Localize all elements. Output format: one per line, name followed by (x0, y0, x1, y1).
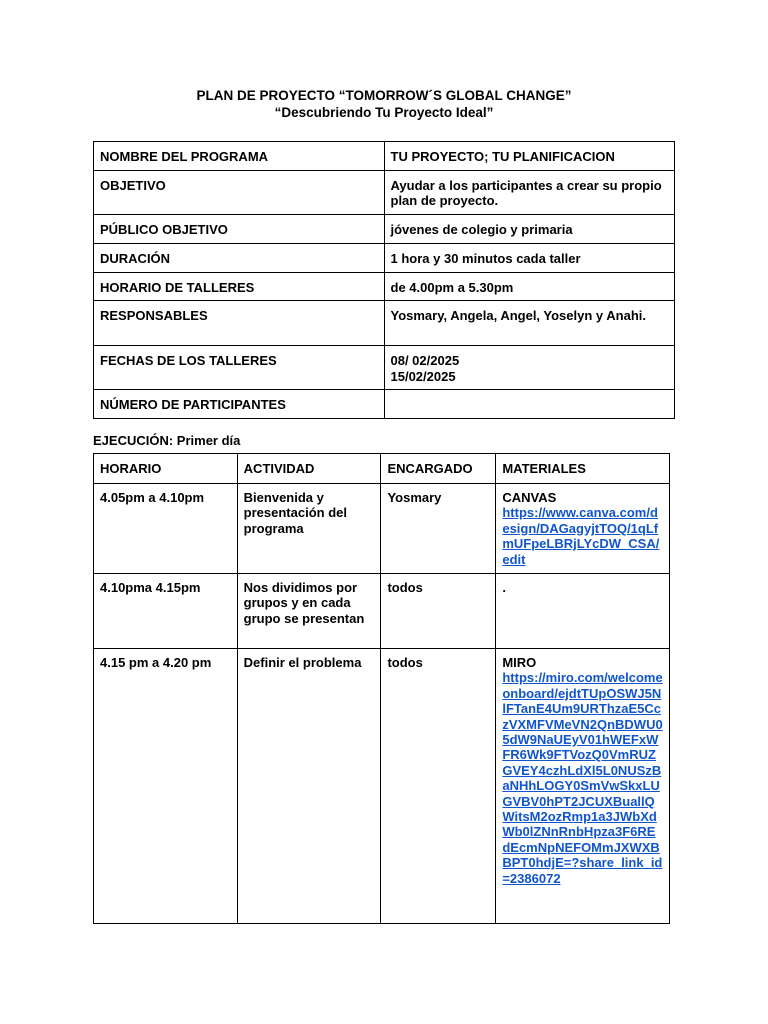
table-header-row (94, 454, 670, 484)
info-value: Yosmary, Angela, Angel, Yoselyn y Anahi. (384, 301, 675, 346)
cell-materiales (496, 484, 670, 574)
program-info-table (93, 141, 675, 419)
info-key: RESPONSABLES (94, 301, 385, 346)
table-row (94, 215, 675, 244)
info-value: Ayudar a los participantes a crear su propio plan de proyecto. (384, 171, 675, 215)
cell-actividad: Nos dividimos por grupos y en cada grupo se presentan (237, 574, 381, 649)
table-row (94, 142, 675, 171)
table-row (94, 273, 675, 301)
cell-actividad: Bienvenida y presentación del programa (237, 484, 381, 574)
info-value: TU PROYECTO; TU PLANIFICACION (384, 142, 675, 171)
table-row (94, 649, 670, 924)
info-key: OBJETIVO (94, 171, 385, 215)
material-name: . (502, 580, 506, 595)
cell-materiales (496, 649, 670, 924)
cell-encargado: todos (381, 649, 496, 924)
column-header: HORARIO (94, 454, 238, 484)
document-subtitle: “Descubriendo Tu Proyecto Ideal” (274, 105, 494, 120)
info-key: PÚBLICO OBJETIVO (94, 215, 385, 244)
info-key: HORARIO DE TALLERES (94, 273, 385, 301)
column-header: MATERIALES (496, 454, 670, 484)
date-line: 15/02/2025 (390, 368, 456, 384)
info-value (384, 390, 675, 418)
execution-table (93, 453, 670, 924)
section-label (93, 433, 240, 448)
date-line: 08/ 02/2025 (390, 353, 460, 369)
cell-horario: 4.15 pm a 4.20 pm (94, 649, 238, 924)
section-label-suffix: Primer día (173, 433, 241, 448)
material-link[interactable]: https://www.canva.com/design/DAGagyjtTOQ/1qLfmUFpeLBRjLYcDW_CSA/edit (502, 505, 660, 567)
table-row (94, 390, 675, 418)
material-name: CANVAS (502, 490, 557, 505)
info-key: DURACIÓN (94, 244, 385, 273)
column-header: ENCARGADO (381, 454, 496, 484)
table-row (94, 171, 675, 215)
cell-encargado: Yosmary (381, 484, 496, 574)
info-value: de 4.00pm a 5.30pm (384, 273, 675, 301)
document-title: PLAN DE PROYECTO “TOMORROW´S GLOBAL CHANGE” (196, 88, 572, 103)
info-value (384, 346, 675, 390)
cell-horario: 4.10pma 4.15pm (94, 574, 238, 649)
info-key: NOMBRE DEL PROGRAMA (94, 142, 385, 171)
cell-materiales (496, 574, 670, 649)
info-value: 1 hora y 30 minutos cada taller (384, 244, 675, 273)
material-name: MIRO (502, 655, 537, 670)
section-label-main: EJECUCIÓN: (93, 433, 174, 448)
table-row (94, 574, 670, 649)
table-row (94, 244, 675, 273)
cell-actividad: Definir el problema (237, 649, 381, 924)
table-row (94, 346, 675, 390)
material-link[interactable]: https://miro.com/welcomeonboard/ejdtTUpOSWJ5NlFTanE4Um9URThzaE5CczVXMFVMeVN2QnBDWU05dW9NaUEyV01hWEFxWFR6Wk9FTVozQ0VmRUZGVEY4czhLdXl5L0NUSzBaNHhLOGY0SmVwSkxLUGVBV0hPT2JCUXBuallQWitsM2ozRmp1a3JWbXdWb0lZNnRnbHpza3F6REdEcmNpNEFOMmJXWXBBPT0hdjE=?share_link_id=2386072 (502, 670, 663, 886)
info-key: NÚMERO DE PARTICIPANTES (94, 390, 385, 418)
cell-encargado: todos (381, 574, 496, 649)
table-row (94, 484, 670, 574)
cell-horario: 4.05pm a 4.10pm (94, 484, 238, 574)
table-row (94, 301, 675, 346)
info-key: FECHAS DE LOS TALLERES (94, 346, 385, 390)
info-value: jóvenes de colegio y primaria (384, 215, 675, 244)
column-header: ACTIVIDAD (237, 454, 381, 484)
